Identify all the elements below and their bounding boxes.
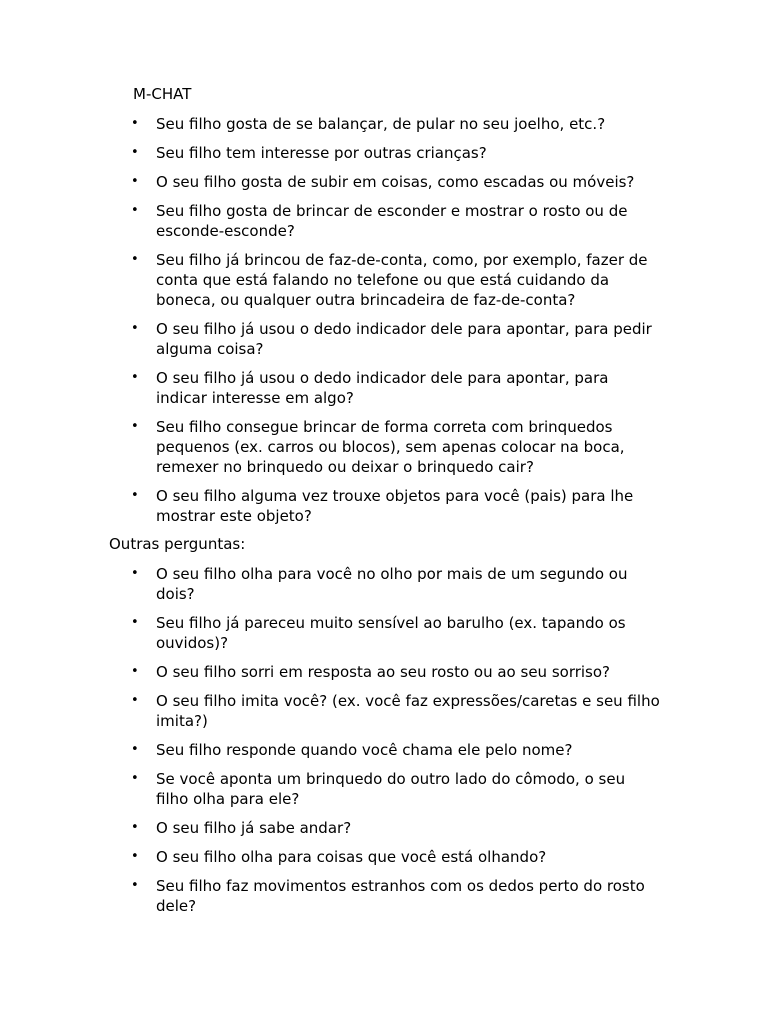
bullet-icon: •: [131, 849, 139, 864]
list-item: [131, 662, 661, 682]
question-text: Seu filho tem interesse por outras crianças?: [156, 144, 487, 162]
bullet-icon: •: [131, 116, 139, 131]
bullet-icon: •: [131, 693, 139, 708]
main-question-list: [131, 114, 661, 535]
question-text: Seu filho já brincou de faz-de-conta, como, por exemplo, fazer de conta que está falando no telefone ou que está cuidando da boneca, ou qualquer outra brincadeira de faz-de-conta?: [156, 251, 648, 309]
bullet-icon: •: [131, 664, 139, 679]
question-text: O seu filho alguma vez trouxe objetos para você (pais) para lhe mostrar este objeto?: [156, 487, 634, 525]
bullet-icon: •: [131, 203, 139, 218]
list-item: [131, 368, 661, 408]
document-title: M-CHAT: [133, 85, 192, 103]
question-text: Se você aponta um brinquedo do outro lado do cômodo, o seu filho olha para ele?: [156, 770, 626, 808]
list-item: [131, 143, 661, 163]
bullet-icon: •: [131, 488, 139, 503]
bullet-icon: •: [131, 771, 139, 786]
question-text: O seu filho gosta de subir em coisas, como escadas ou móveis?: [156, 173, 635, 191]
bullet-icon: •: [131, 615, 139, 630]
question-text: O seu filho já sabe andar?: [156, 819, 352, 837]
bullet-icon: •: [131, 252, 139, 267]
list-item: [131, 486, 661, 526]
question-text: Seu filho responde quando você chama ele pelo nome?: [156, 741, 573, 759]
bullet-icon: •: [131, 419, 139, 434]
question-text: O seu filho já usou o dedo indicador dele para apontar, para indicar interesse em algo?: [156, 369, 609, 407]
bullet-icon: •: [131, 370, 139, 385]
list-item: [131, 564, 661, 604]
question-text: Seu filho gosta de se balançar, de pular no seu joelho, etc.?: [156, 115, 606, 133]
list-item: [131, 319, 661, 359]
question-text: Seu filho consegue brincar de forma correta com brinquedos pequenos (ex. carros ou blocos), sem apenas colocar na boca, remexer no brinquedo ou deixar o brinquedo cair?: [156, 418, 625, 476]
other-question-list: [131, 564, 661, 925]
list-item: [131, 201, 661, 241]
list-item: [131, 740, 661, 760]
list-item: [131, 114, 661, 134]
section-heading-other: Outras perguntas:: [109, 535, 246, 553]
bullet-icon: •: [131, 321, 139, 336]
question-text: O seu filho sorri em resposta ao seu rosto ou ao seu sorriso?: [156, 663, 611, 681]
bullet-icon: •: [131, 174, 139, 189]
list-item: [131, 417, 661, 477]
list-item: [131, 691, 661, 731]
list-item: [131, 613, 661, 653]
list-item: [131, 876, 661, 916]
bullet-icon: •: [131, 566, 139, 581]
question-text: Seu filho faz movimentos estranhos com os dedos perto do rosto dele?: [156, 877, 645, 915]
question-text: O seu filho imita você? (ex. você faz expressões/caretas e seu filho imita?): [156, 692, 660, 730]
question-text: O seu filho olha para você no olho por mais de um segundo ou dois?: [156, 565, 628, 603]
list-item: [131, 769, 661, 809]
question-text: O seu filho olha para coisas que você está olhando?: [156, 848, 547, 866]
list-item: [131, 172, 661, 192]
list-item: [131, 847, 661, 867]
question-text: Seu filho gosta de brincar de esconder e mostrar o rosto ou de esconde-esconde?: [156, 202, 628, 240]
list-item: [131, 250, 661, 310]
bullet-icon: •: [131, 145, 139, 160]
bullet-icon: •: [131, 742, 139, 757]
question-text: O seu filho já usou o dedo indicador dele para apontar, para pedir alguma coisa?: [156, 320, 652, 358]
bullet-icon: •: [131, 878, 139, 893]
bullet-icon: •: [131, 820, 139, 835]
list-item: [131, 818, 661, 838]
question-text: Seu filho já pareceu muito sensível ao barulho (ex. tapando os ouvidos)?: [156, 614, 626, 652]
